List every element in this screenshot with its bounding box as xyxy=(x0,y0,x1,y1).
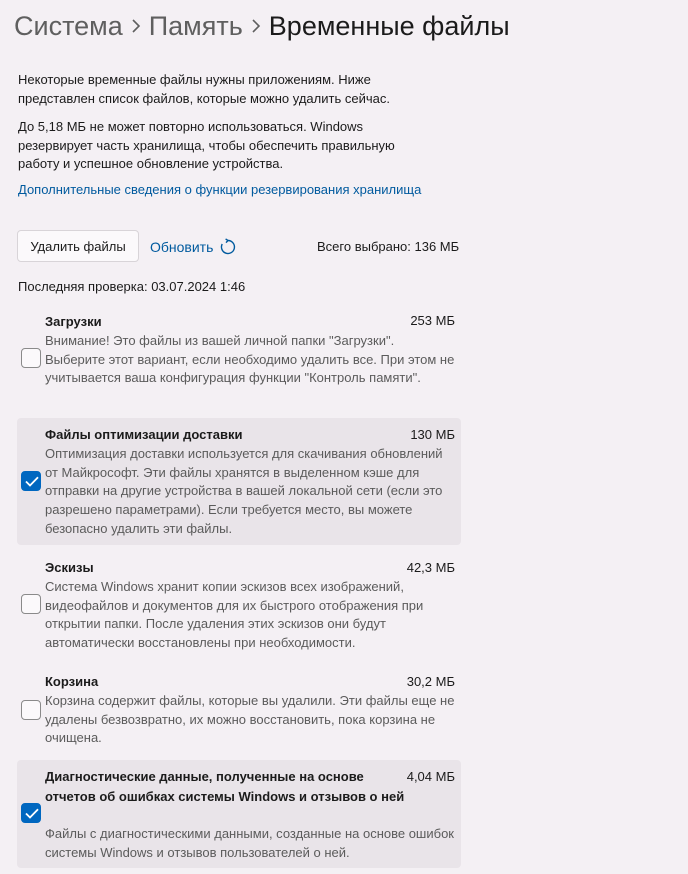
checkbox-delivery-optimization[interactable] xyxy=(21,471,41,491)
item-description: Внимание! Это файлы из вашей личной папки "Загрузки". Выберите этот вариант, если необходимо удалить все. При этом не учитывается ваша конфигурация функции "Контроль памяти". xyxy=(45,333,455,386)
reserved-storage-paragraph: До 5,18 МБ не может повторно использоваться. Windows резервирует часть хранилища, чтобы обеспечить правильную работу и успешное обновление устройства. xyxy=(18,119,395,171)
checkbox-recycle-bin[interactable] xyxy=(21,700,41,720)
chevron-right-icon xyxy=(243,18,269,34)
breadcrumb xyxy=(14,6,510,46)
list-item-thumbnails[interactable] xyxy=(17,558,461,658)
last-check: Последняя проверка: 03.07.2024 1:46 xyxy=(18,279,246,294)
total-selected: Всего выбрано: 136 МБ xyxy=(317,239,460,254)
reserved-storage-link[interactable]: Дополнительные сведения о функции резервирования хранилища xyxy=(18,182,422,197)
intro-paragraph: Некоторые временные файлы нужны приложениям. Ниже представлен список файлов, которые можно удалить сейчас. xyxy=(18,72,390,106)
breadcrumb-item-system[interactable]: Система xyxy=(14,10,123,41)
item-size: 130 МБ xyxy=(410,427,455,442)
checkmark-icon xyxy=(25,808,39,819)
item-title: Эскизы xyxy=(45,560,94,575)
item-size: 253 МБ xyxy=(410,313,455,328)
item-title: Загрузки xyxy=(45,314,102,329)
refresh-button[interactable] xyxy=(150,236,237,258)
item-size: 42,3 МБ xyxy=(406,560,455,575)
list-item-delivery-optimization[interactable] xyxy=(17,418,461,545)
checkbox-thumbnails[interactable] xyxy=(21,594,41,614)
refresh-icon xyxy=(219,238,237,256)
checkmark-icon xyxy=(25,476,39,487)
checkbox-diagnostic-data[interactable] xyxy=(21,803,41,823)
item-title: Диагностические данные, полученные на основе отчетов об ошибках системы Windows и отзывов о ней xyxy=(45,769,405,804)
breadcrumb-item-storage[interactable]: Память xyxy=(148,10,243,41)
item-description: Файлы с диагностическими данными, созданные на основе ошибок системы Windows и отзывов пользователей о ней. xyxy=(45,826,454,860)
chevron-right-icon xyxy=(123,18,149,34)
refresh-label: Обновить xyxy=(150,239,214,255)
page-title: Временные файлы xyxy=(268,10,510,41)
item-description: Корзина содержит файлы, которые вы удалили. Эти файлы еще не удалены безвозвратно, их можно восстановить, пока корзина не очищена. xyxy=(45,693,455,746)
list-item-recycle-bin[interactable] xyxy=(17,672,461,752)
item-title: Корзина xyxy=(45,674,99,689)
item-title: Файлы оптимизации доставки xyxy=(45,427,243,442)
delete-files-button[interactable]: Удалить файлы xyxy=(17,230,139,262)
list-item-diagnostic-data[interactable] xyxy=(17,760,461,868)
item-description: Система Windows хранит копии эскизов всех изображений, видеофайлов и документов для их быстрого отображения при открытии папки. После удаления этих эскизов они будут автоматически восстановлены при необходимости. xyxy=(45,579,424,651)
item-size: 4,04 МБ xyxy=(406,769,455,784)
item-size: 30,2 МБ xyxy=(406,674,455,689)
list-item-downloads[interactable] xyxy=(17,311,461,407)
item-description: Оптимизация доставки используется для скачивания обновлений от Майкрософт. Эти файлы хранятся в выделенном кэше для отправки на другие устройства в вашей локальной сети (если это разрешено параметрами). Если требуется место, вы можете безопасно удалить эти файлы. xyxy=(45,446,443,536)
checkbox-downloads[interactable] xyxy=(21,348,41,368)
